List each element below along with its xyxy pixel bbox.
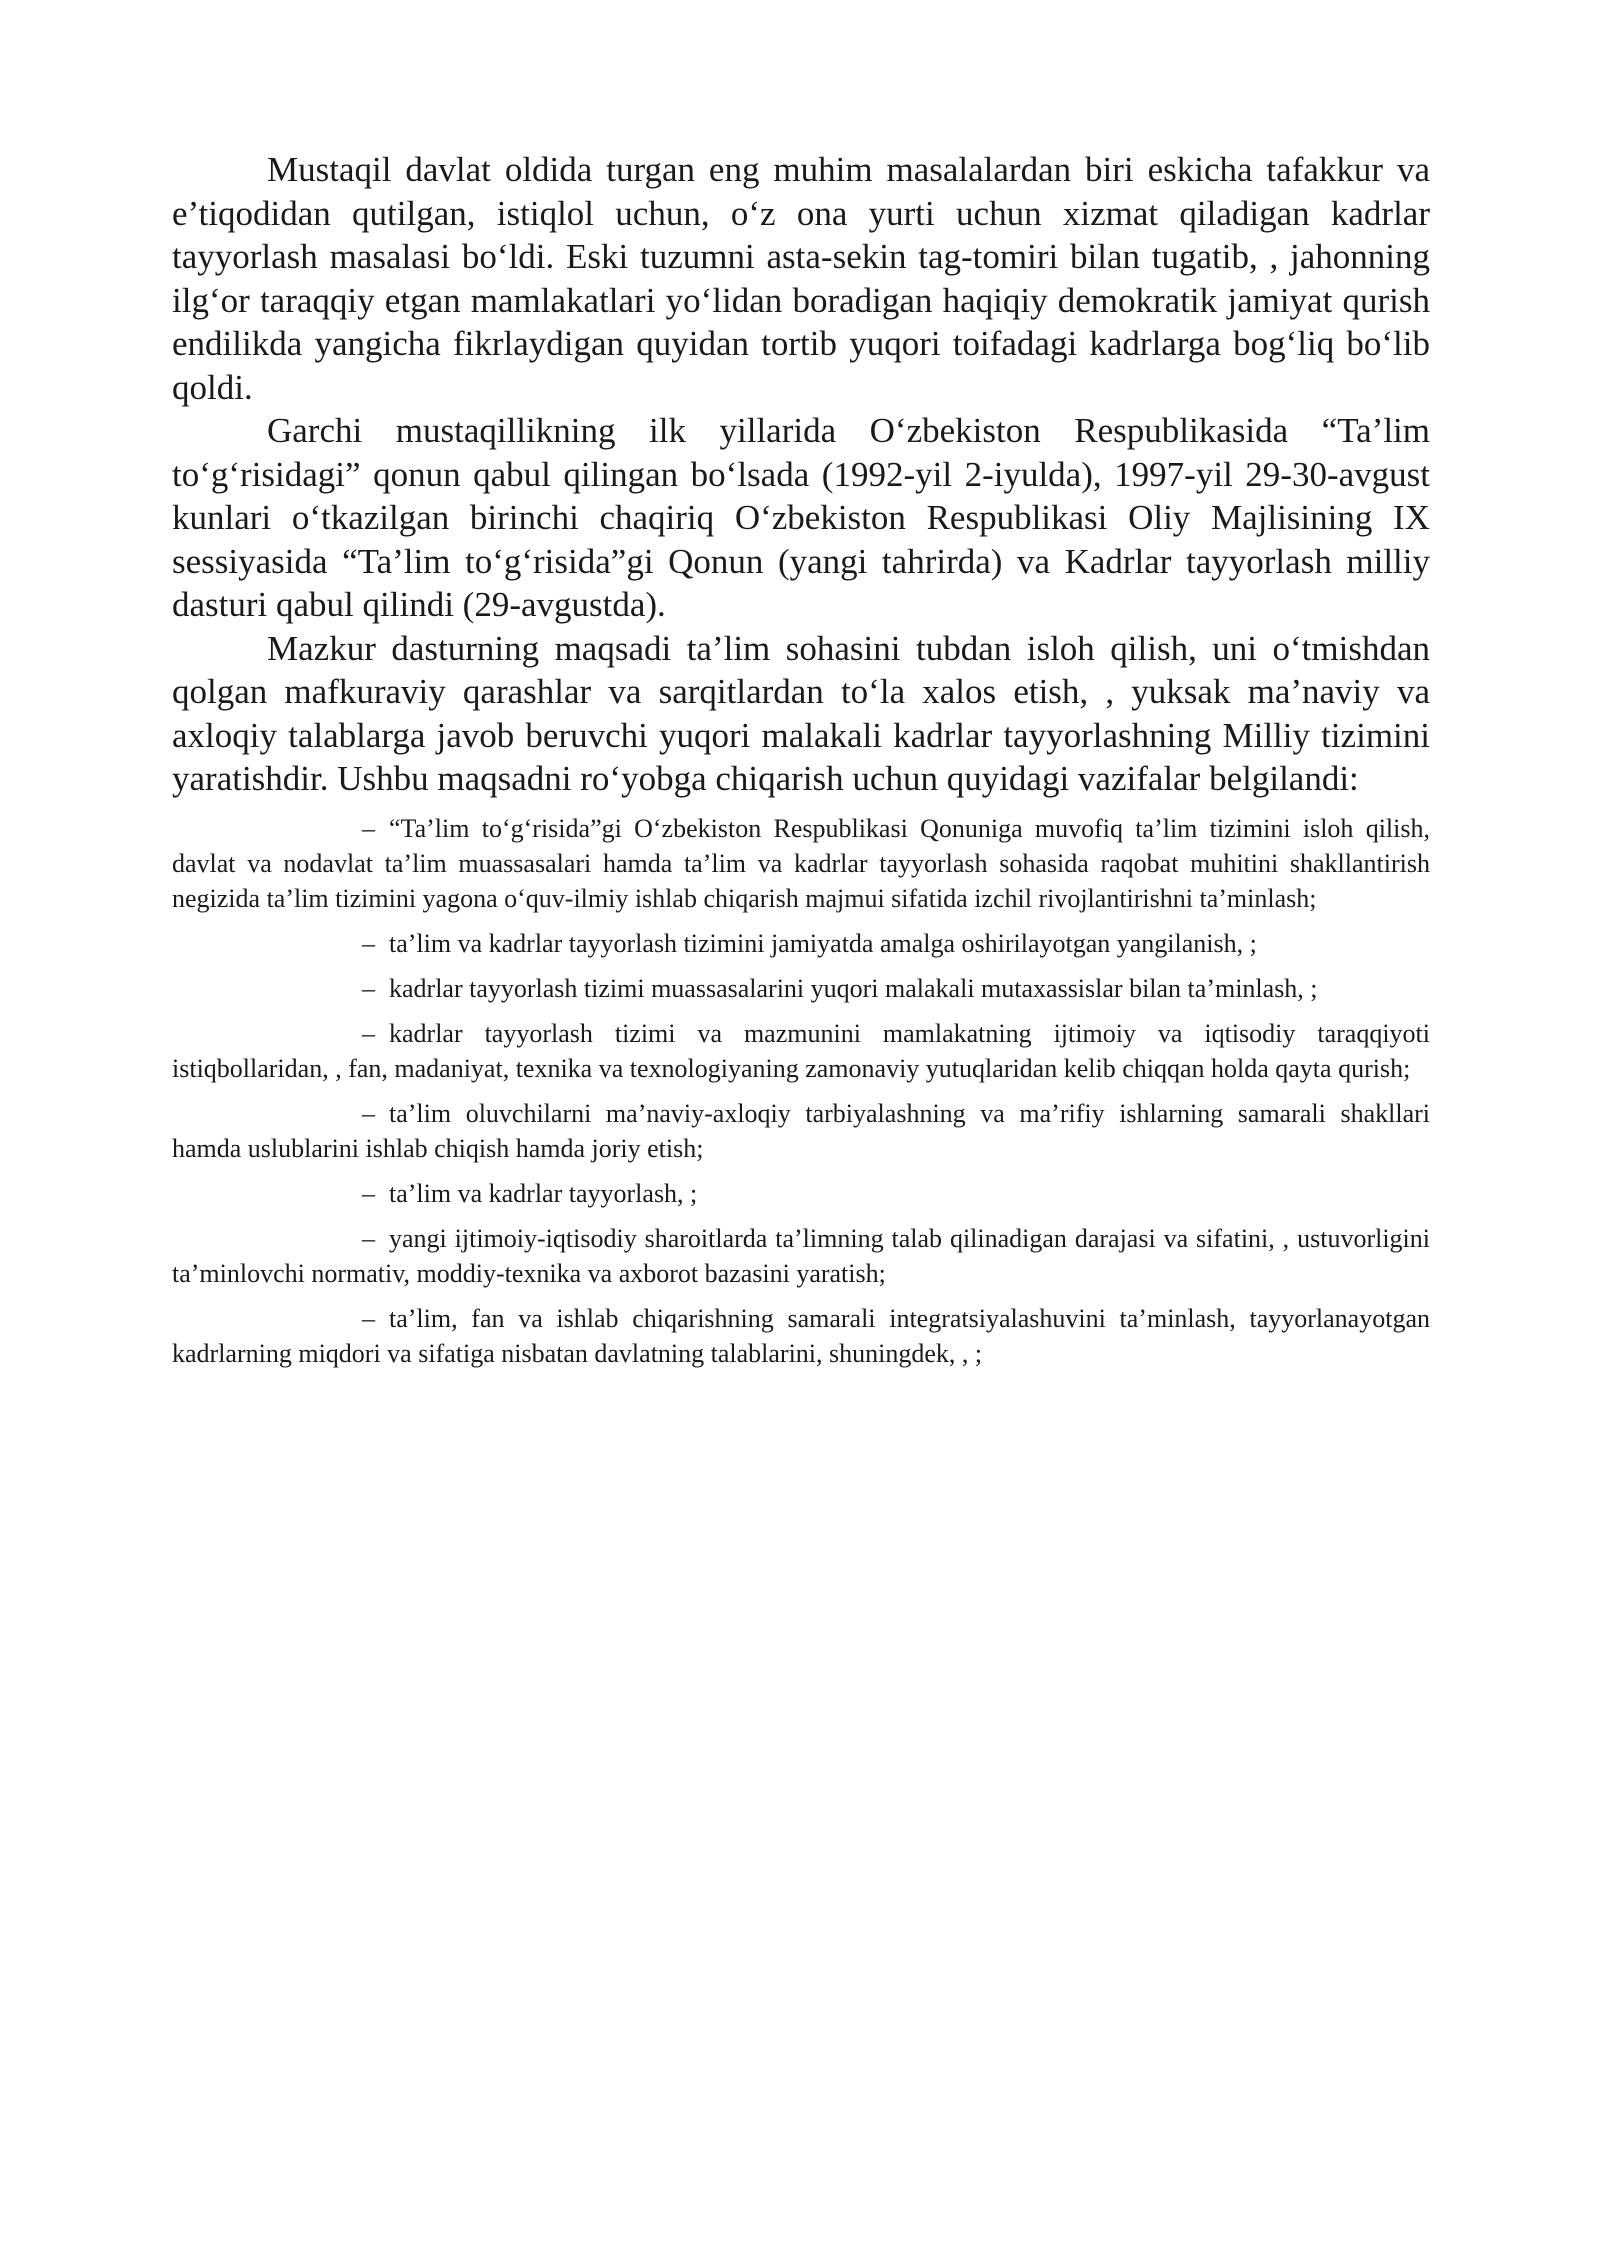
list-item-text: ta’lim va kadrlar tayyorlash tizimini jamiyatda amalga oshirilayotgan yangilanish, ; [389,928,1257,958]
dash-bullet: – [362,928,375,958]
list-item [172,971,1430,1006]
dash-bullet: – [362,1223,375,1253]
list-item [172,1176,1430,1211]
list-item [172,1016,1430,1086]
list-item-text: ta’lim oluvchilarni ma’naviy-axloqiy tarbiyalashning va ma’rifiy ishlarning samarali shakllari hamda uslublarini ishlab chiqish hamda joriy etish; [172,1098,1430,1163]
dash-bullet: – [362,1098,375,1128]
dash-bullet: – [362,1178,375,1208]
list-item [172,1096,1430,1166]
document-page [172,148,1430,1381]
paragraph-3: Mazkur dasturning maqsadi ta’lim sohasini tubdan isloh qilish, uni o‘tmishdan qolgan mafkuraviy qarashlar va sarqitlardan to‘la xalos etish, , yuksak ma’naviy va axloqiy talablarga javob beruvchi yuqori malakali kadrlar tayyorlashning Milliy tizimini yaratishdir. Ushbu maqsadni ro‘yobga chiqarish uchun quyidagi vazifalar belgilandi: [172,628,1430,798]
list-item-text: ta’lim, fan va ishlab chiqarishning samarali integratsiyalashuvini ta’minlash, tayyorlanayotgan kadrlarning miqdori va sifatiga nisbatan davlatning talablarini, shuningdek, , ; [172,1303,1430,1368]
list-item-text: ta’lim va kadrlar tayyorlash, ; [389,1178,698,1208]
list-item-text: yangi ijtimoiy-iqtisodiy sharoitlarda ta’limning talab qilinadigan darajasi va sifatini, , ustuvorligini ta’minlovchi normativ, moddiy-texnika va axborot bazasini yaratish; [172,1223,1430,1288]
list-item [172,1301,1430,1371]
paragraph-2: Garchi mustaqillikning ilk yillarida O‘zbekiston Respublikasida “Ta’lim to‘g‘risidagi” qonun qabul qilingan bo‘lsada (1992-yil 2-iyulda), 1997-yil 29-30-avgust kunlari o‘tkazilgan birinchi chaqiriq O‘zbekiston Respublikasi Oliy Majlisining IX sessiyasida “Ta’lim to‘g‘risida”gi Qonun (yangi tahrirda) va Kadrlar tayyorlash milliy dasturi qabul qilindi (29-avgustda). [172,411,1430,624]
list-item-text: kadrlar tayyorlash tizimi muassasalarini yuqori malakali mutaxassislar bilan ta’minlash, ; [389,973,1318,1003]
list-item [172,926,1430,961]
list-item [172,811,1430,916]
dash-bullet: – [362,1018,375,1048]
list-item [172,1221,1430,1291]
dash-bullet: – [362,813,375,843]
task-list [172,811,1430,1371]
list-item-text: kadrlar tayyorlash tizimi va mazmunini mamlakatning ijtimoiy va iqtisodiy taraqqiyoti istiqbollaridan, , fan, madaniyat, texnika va texnologiyaning zamonaviy yutuqlaridan kelib chiqqan holda qayta qurish; [172,1018,1430,1083]
list-item-text: “Ta’lim to‘g‘risida”gi O‘zbekiston Respublikasi Qonuniga muvofiq ta’lim tizimini isloh qilish, davlat va nodavlat ta’lim muassasalari hamda ta’lim va kadrlar tayyorlash sohasida raqobat muhitini shakllantirish negizida ta’lim tizimini yagona o‘quv-ilmiy ishlab chiqarish majmui sifatida izchil rivojlantirishni ta’minlash; [172,813,1430,913]
paragraph-1: Mustaqil davlat oldida turgan eng muhim masalalardan biri eskicha tafakkur va e’tiqodidan qutilgan, istiqlol uchun, o‘z ona yurti uchun xizmat qiladigan kadrlar tayyorlash masalasi bo‘ldi. Eski tuzumni asta-sekin tag-tomiri bilan tugatib, , jahonning ilg‘or taraqqiy etgan mamlakatlari yo‘lidan boradigan haqiqiy demokratik jamiyat qurish endilikda yangicha fikrlaydigan quyidan tortib yuqori toifadagi kadrlarga bog‘liq bo‘lib qoldi. [172,150,1430,407]
dash-bullet: – [362,973,375,1003]
dash-bullet: – [362,1303,375,1333]
